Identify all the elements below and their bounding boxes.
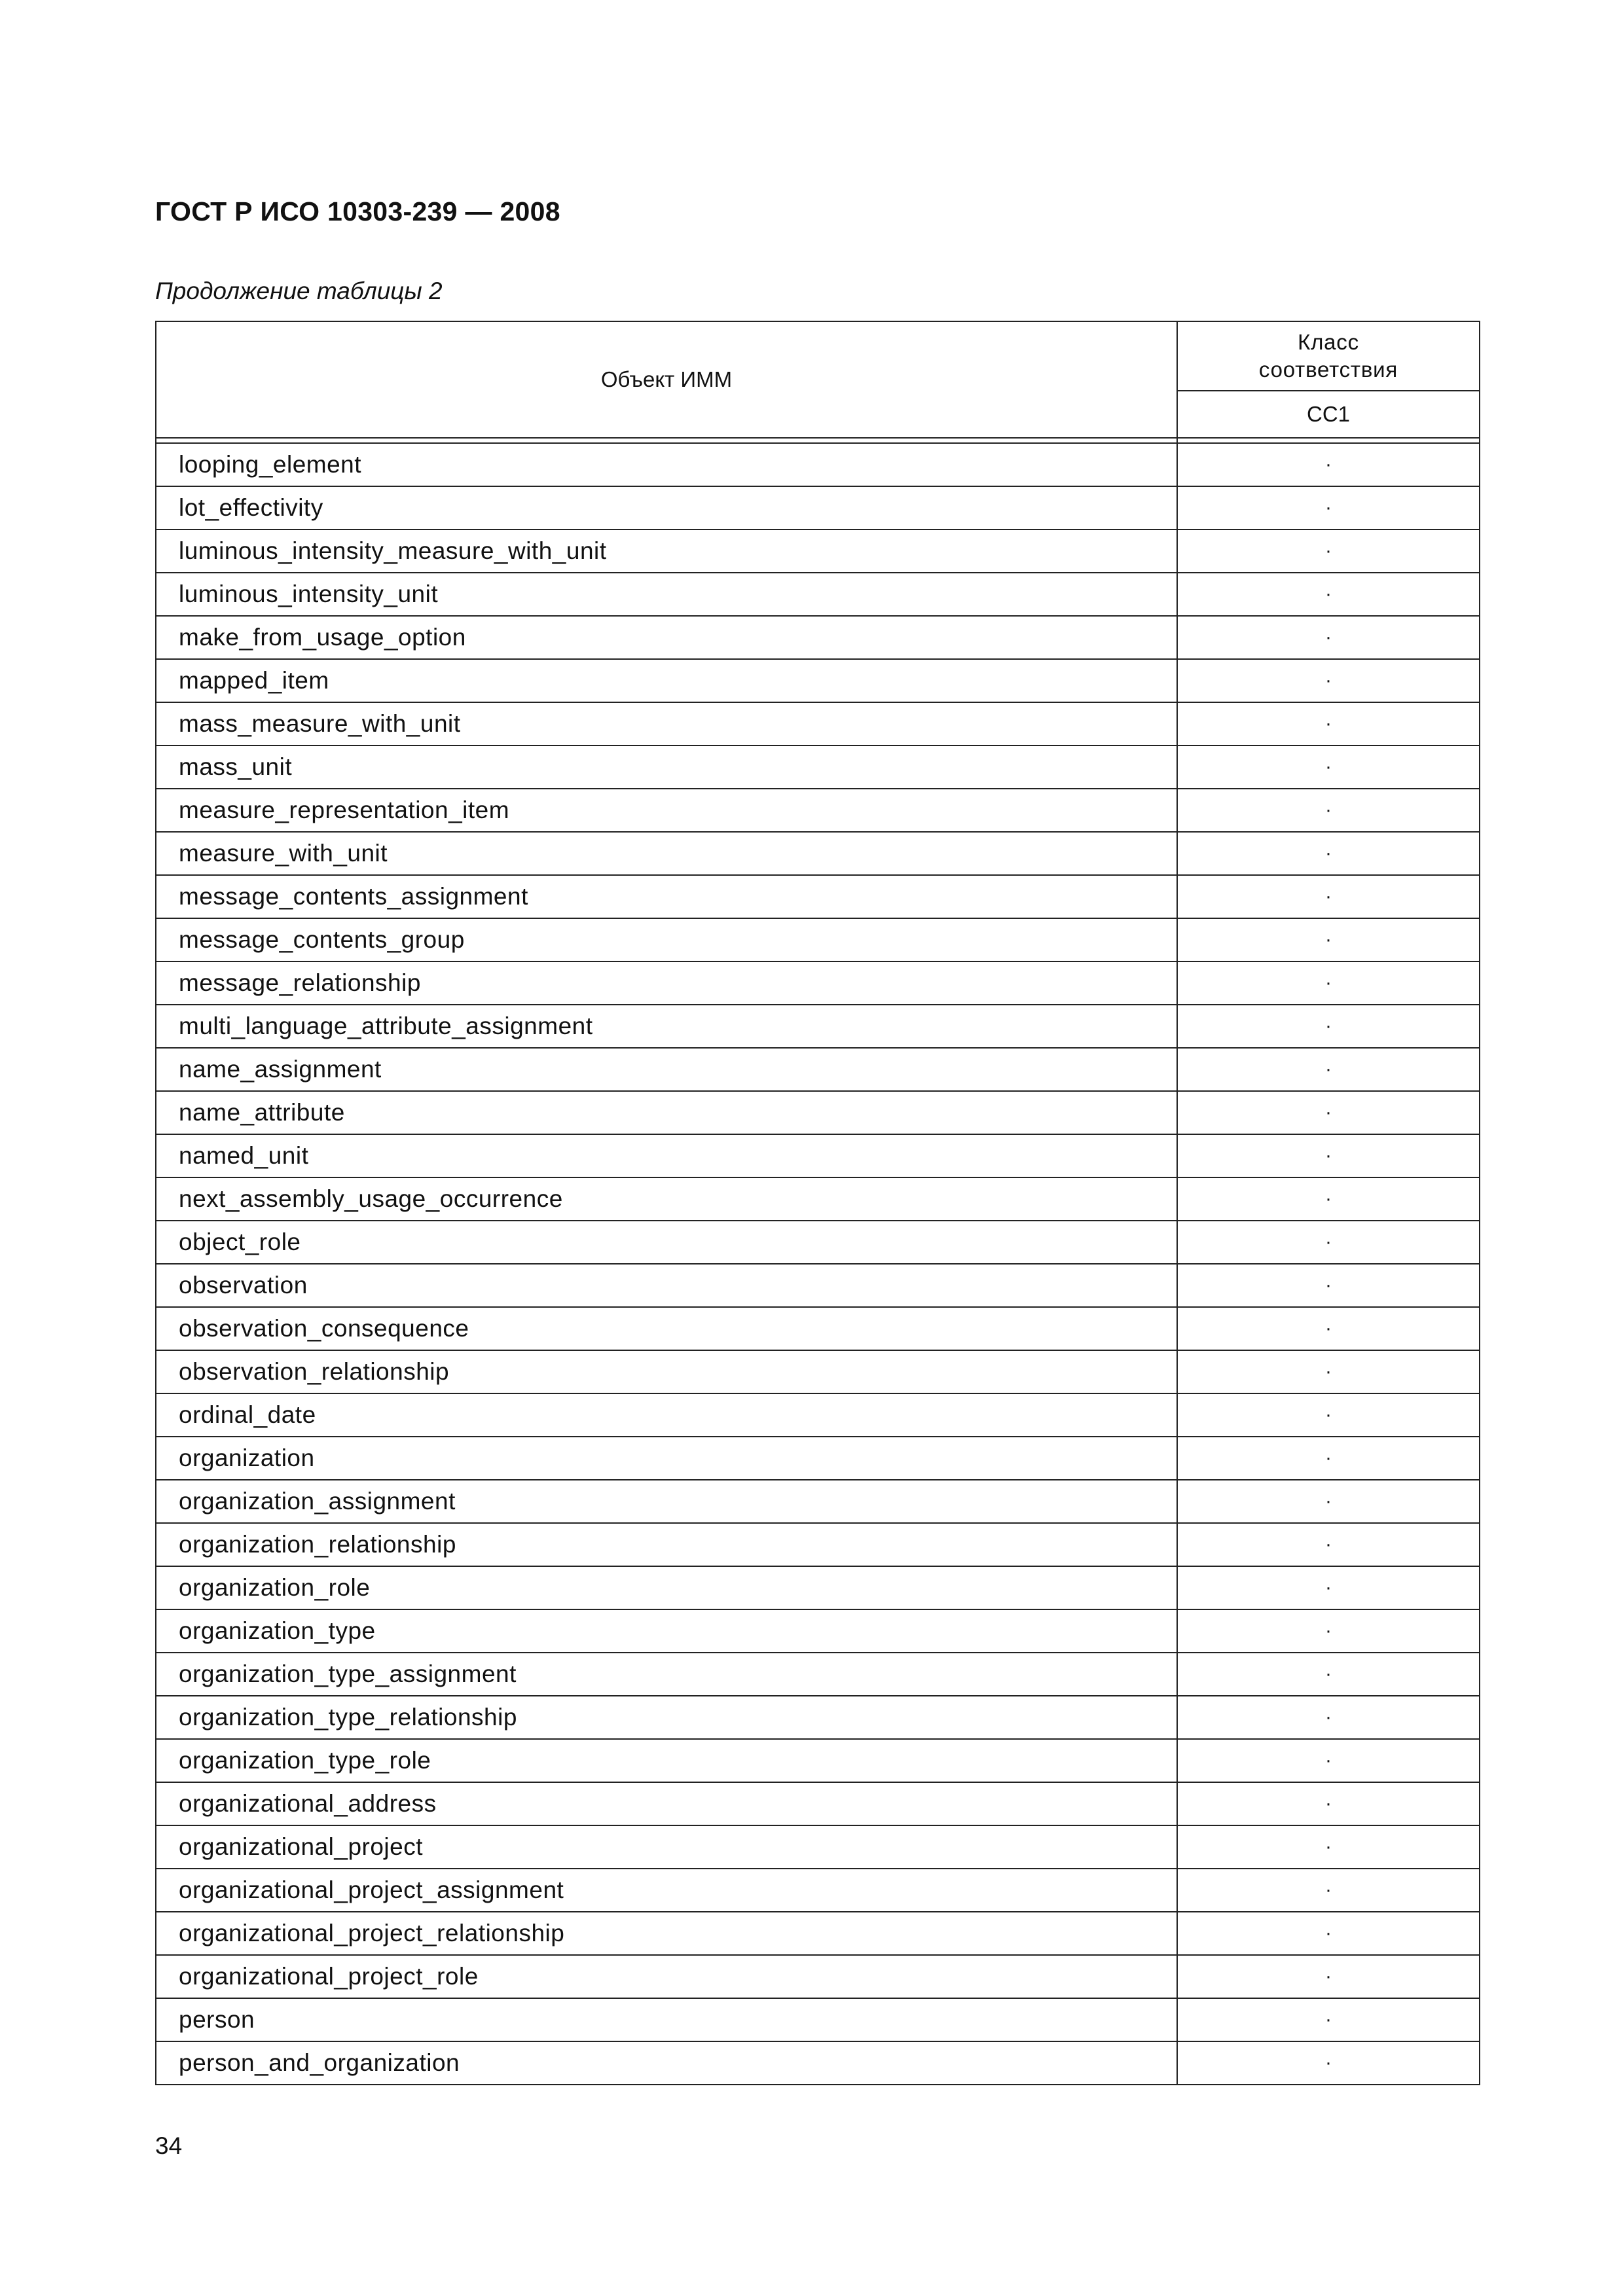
- table-row: [156, 789, 1480, 832]
- cc1-mark-cell: ·: [1177, 1177, 1480, 1221]
- table-row: [156, 1480, 1480, 1523]
- cc1-mark-cell: ·: [1177, 1393, 1480, 1437]
- table-header: [156, 321, 1480, 443]
- cc1-mark-cell: ·: [1177, 1350, 1480, 1393]
- object-name-cell: person_and_organization: [156, 2041, 1177, 2085]
- cc1-mark-cell: ·: [1177, 745, 1480, 789]
- object-name-cell: organization_role: [156, 1566, 1177, 1609]
- cc1-mark-cell: ·: [1177, 875, 1480, 918]
- object-name-cell: message_relationship: [156, 961, 1177, 1005]
- table-caption: Продолжение таблицы 2: [155, 278, 443, 304]
- cc1-mark-cell: ·: [1177, 1739, 1480, 1782]
- cc1-mark-cell: ·: [1177, 1782, 1480, 1825]
- table-row: [156, 961, 1480, 1005]
- object-name-cell: multi_language_attribute_assignment: [156, 1005, 1177, 1048]
- table-row: [156, 918, 1480, 961]
- object-name-cell: luminous_intensity_measure_with_unit: [156, 529, 1177, 573]
- object-name-cell: named_unit: [156, 1134, 1177, 1177]
- table-row: [156, 1566, 1480, 1609]
- cc1-mark-cell: ·: [1177, 1307, 1480, 1350]
- table-row: [156, 486, 1480, 529]
- object-name-cell: object_role: [156, 1221, 1177, 1264]
- table-row: [156, 1739, 1480, 1782]
- table-row: [156, 1307, 1480, 1350]
- object-name-cell: observation_relationship: [156, 1350, 1177, 1393]
- cc1-mark-cell: ·: [1177, 961, 1480, 1005]
- cc1-mark-cell: ·: [1177, 1091, 1480, 1134]
- table-row: [156, 1350, 1480, 1393]
- cc1-mark-cell: ·: [1177, 1264, 1480, 1307]
- table-row: [156, 1869, 1480, 1912]
- cc1-mark-cell: ·: [1177, 1955, 1480, 1998]
- cc1-mark-cell: ·: [1177, 1869, 1480, 1912]
- cc1-mark-cell: ·: [1177, 1653, 1480, 1696]
- header-separator: [156, 438, 1480, 443]
- cc1-mark-cell: ·: [1177, 832, 1480, 875]
- object-name-cell: message_contents_group: [156, 918, 1177, 961]
- object-name-cell: make_from_usage_option: [156, 616, 1177, 659]
- object-name-cell: observation: [156, 1264, 1177, 1307]
- cc1-mark-cell: ·: [1177, 659, 1480, 702]
- table-row: [156, 1005, 1480, 1048]
- cc1-mark-cell: ·: [1177, 1437, 1480, 1480]
- object-name-cell: looping_element: [156, 443, 1177, 486]
- table-row: [156, 1091, 1480, 1134]
- object-name-cell: organization_type_relationship: [156, 1696, 1177, 1739]
- object-name-cell: measure_representation_item: [156, 789, 1177, 832]
- table-row: [156, 573, 1480, 616]
- object-name-cell: organizational_project_role: [156, 1955, 1177, 1998]
- object-name-cell: organizational_project_assignment: [156, 1869, 1177, 1912]
- table-row: [156, 1048, 1480, 1091]
- object-name-cell: lot_effectivity: [156, 486, 1177, 529]
- table-row: [156, 1523, 1480, 1566]
- table-row: [156, 443, 1480, 486]
- cc1-mark-cell: ·: [1177, 1134, 1480, 1177]
- cc1-mark-cell: ·: [1177, 1005, 1480, 1048]
- object-name-cell: organizational_address: [156, 1782, 1177, 1825]
- table-row: [156, 1998, 1480, 2041]
- object-name-cell: ordinal_date: [156, 1393, 1177, 1437]
- object-name-cell: organization: [156, 1437, 1177, 1480]
- cc1-mark-cell: ·: [1177, 486, 1480, 529]
- page-number: 34: [155, 2132, 183, 2159]
- table-row: [156, 1393, 1480, 1437]
- table-row: [156, 1955, 1480, 1998]
- table-row: [156, 745, 1480, 789]
- table-row: [156, 702, 1480, 745]
- cc1-mark-cell: ·: [1177, 2041, 1480, 2085]
- cc1-mark-cell: ·: [1177, 529, 1480, 573]
- object-name-cell: organizational_project: [156, 1825, 1177, 1869]
- object-name-cell: observation_consequence: [156, 1307, 1177, 1350]
- table-row: [156, 1782, 1480, 1825]
- cc1-mark-cell: ·: [1177, 443, 1480, 486]
- header-conformance-class: [1177, 321, 1480, 391]
- cc1-mark-cell: ·: [1177, 918, 1480, 961]
- cc1-mark-cell: ·: [1177, 1566, 1480, 1609]
- object-name-cell: name_assignment: [156, 1048, 1177, 1091]
- object-name-cell: mass_unit: [156, 745, 1177, 789]
- table-row: [156, 1609, 1480, 1653]
- table-row: [156, 1696, 1480, 1739]
- cc1-mark-cell: ·: [1177, 1048, 1480, 1091]
- table-row: [156, 1177, 1480, 1221]
- object-name-cell: mapped_item: [156, 659, 1177, 702]
- object-name-cell: next_assembly_usage_occurrence: [156, 1177, 1177, 1221]
- table-row: [156, 1134, 1480, 1177]
- object-name-cell: organization_assignment: [156, 1480, 1177, 1523]
- header-class-line2: соответствия: [1258, 357, 1398, 382]
- cc1-mark-cell: ·: [1177, 702, 1480, 745]
- table-row: [156, 1264, 1480, 1307]
- table-row: [156, 832, 1480, 875]
- object-name-cell: mass_measure_with_unit: [156, 702, 1177, 745]
- object-name-cell: organization_type: [156, 1609, 1177, 1653]
- cc1-mark-cell: ·: [1177, 789, 1480, 832]
- cc1-mark-cell: ·: [1177, 1912, 1480, 1955]
- header-class-line1: Класс: [1298, 330, 1359, 354]
- object-name-cell: luminous_intensity_unit: [156, 573, 1177, 616]
- table-row: [156, 1912, 1480, 1955]
- header-cc1: CC1: [1177, 391, 1480, 438]
- cc1-mark-cell: ·: [1177, 573, 1480, 616]
- object-name-cell: organization_relationship: [156, 1523, 1177, 1566]
- object-name-cell: organization_type_role: [156, 1739, 1177, 1782]
- conformance-table: [155, 321, 1480, 2085]
- object-name-cell: name_attribute: [156, 1091, 1177, 1134]
- table-row: [156, 2041, 1480, 2085]
- cc1-mark-cell: ·: [1177, 1480, 1480, 1523]
- object-name-cell: organizational_project_relationship: [156, 1912, 1177, 1955]
- cc1-mark-cell: ·: [1177, 1609, 1480, 1653]
- cc1-mark-cell: ·: [1177, 1825, 1480, 1869]
- table-row: [156, 1221, 1480, 1264]
- table-row: [156, 1825, 1480, 1869]
- cc1-mark-cell: ·: [1177, 1696, 1480, 1739]
- cc1-mark-cell: ·: [1177, 1221, 1480, 1264]
- table-row: [156, 875, 1480, 918]
- object-name-cell: person: [156, 1998, 1177, 2041]
- table-row: [156, 1653, 1480, 1696]
- cc1-mark-cell: ·: [1177, 1998, 1480, 2041]
- table-row: [156, 1437, 1480, 1480]
- table-row: [156, 659, 1480, 702]
- cc1-mark-cell: ·: [1177, 1523, 1480, 1566]
- header-object: Объект ИММ: [156, 321, 1177, 438]
- table-row: [156, 616, 1480, 659]
- object-name-cell: measure_with_unit: [156, 832, 1177, 875]
- table-row: [156, 529, 1480, 573]
- document-title: ГОСТ Р ИСО 10303-239 — 2008: [155, 196, 560, 226]
- object-name-cell: message_contents_assignment: [156, 875, 1177, 918]
- object-name-cell: organization_type_assignment: [156, 1653, 1177, 1696]
- cc1-mark-cell: ·: [1177, 616, 1480, 659]
- table-body: [156, 443, 1480, 2085]
